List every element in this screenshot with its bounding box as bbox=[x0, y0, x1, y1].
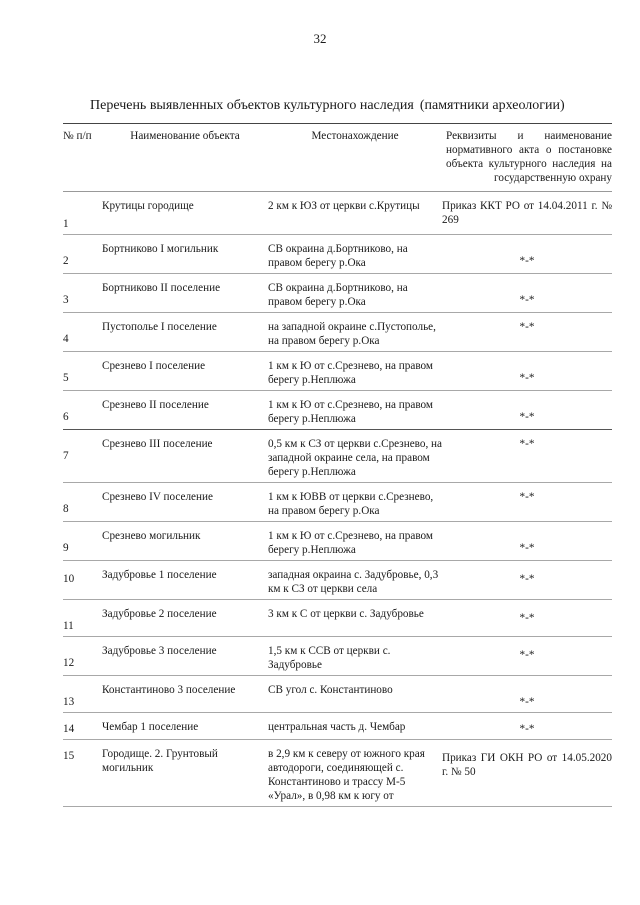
row-number bbox=[63, 235, 102, 274]
row-number-value: 6 bbox=[63, 411, 69, 423]
table-row bbox=[63, 274, 612, 313]
row-number-value: 1 bbox=[63, 218, 69, 230]
title-main: Перечень выявленных объектов культурного наследия bbox=[90, 98, 414, 113]
requisites-ditto: *-* bbox=[519, 491, 535, 503]
row-number bbox=[63, 676, 102, 713]
row-name: Срезнево могильник bbox=[102, 530, 201, 542]
row-requisites bbox=[442, 352, 612, 391]
row-name: Пустополье I поселение bbox=[102, 321, 217, 333]
row-name: Бортниково I могильник bbox=[102, 243, 219, 255]
requisites-ditto: *-* bbox=[519, 321, 535, 333]
row-number bbox=[63, 637, 102, 676]
row-name: Константиново 3 поселение bbox=[102, 684, 236, 696]
table-row bbox=[63, 676, 612, 713]
row-location: западная окраина с. Задубровье, 0,3 км к СЗ от церкви села bbox=[268, 569, 439, 595]
row-name: Городище. 2. Грунтовый могильник bbox=[102, 748, 218, 774]
requisites-ditto: *-* bbox=[519, 542, 535, 554]
requisites-ditto: *-* bbox=[519, 612, 535, 624]
row-number-value: 2 bbox=[63, 255, 69, 267]
row-location: 2 км к ЮЗ от церкви с.Крутицы bbox=[268, 200, 420, 212]
row-location: 0,5 км к СЗ от церкви с.Срезнево, на западной окраине села, на правом берегу р.Неплюжа bbox=[268, 438, 443, 478]
row-name: Чембар 1 поселение bbox=[102, 721, 199, 733]
table-row bbox=[63, 522, 612, 561]
row-number-value: 3 bbox=[63, 294, 69, 306]
requisites-ditto: *-* bbox=[519, 372, 535, 384]
header-number: № п/п bbox=[63, 124, 102, 192]
row-requisites bbox=[442, 740, 612, 807]
row-name: Срезнево I поселение bbox=[102, 360, 206, 372]
row-number-value: 8 bbox=[63, 503, 69, 515]
row-number-value: 15 bbox=[63, 750, 75, 762]
row-requisites bbox=[442, 391, 612, 430]
row-location: 1 км к Ю от с.Срезнево, на правом берегу р.Неплюжа bbox=[268, 399, 434, 425]
requisites-ditto: *-* bbox=[519, 696, 535, 708]
row-number bbox=[63, 192, 102, 235]
row-number bbox=[63, 522, 102, 561]
row-requisites bbox=[442, 637, 612, 676]
requisites-ditto: *-* bbox=[519, 438, 535, 450]
requisites-ditto: *-* bbox=[519, 294, 535, 306]
row-number-value: 4 bbox=[63, 333, 69, 345]
row-number bbox=[63, 430, 102, 483]
row-requisites bbox=[442, 561, 612, 600]
table-row bbox=[63, 561, 612, 600]
row-location: СВ окраина д.Бортниково, на правом берегу р.Ока bbox=[268, 282, 408, 308]
row-name: Срезнево III поселение bbox=[102, 438, 213, 450]
row-number-value: 9 bbox=[63, 542, 69, 554]
row-number-value: 12 bbox=[63, 657, 75, 669]
requisites-ditto: *-* bbox=[519, 573, 535, 585]
row-name: Срезнево IV поселение bbox=[102, 491, 213, 503]
row-number bbox=[63, 561, 102, 600]
row-location: на западной окраине с.Пустополье, на правом берегу р.Ока bbox=[268, 321, 436, 347]
row-location: 1 км к Ю от с.Срезнево, на правом берегу р.Неплюжа bbox=[268, 360, 434, 386]
row-location: СВ угол с. Константиново bbox=[268, 684, 393, 696]
row-requisites bbox=[442, 235, 612, 274]
row-location: СВ окраина д.Бортниково, на правом берегу р.Ока bbox=[268, 243, 408, 269]
row-number-value: 14 bbox=[63, 723, 75, 735]
requisites-ditto: *-* bbox=[519, 649, 535, 661]
row-requisites bbox=[442, 600, 612, 637]
row-number bbox=[63, 740, 102, 807]
row-number bbox=[63, 274, 102, 313]
title-subtitle: (памятники археологии) bbox=[419, 98, 565, 113]
row-number bbox=[63, 352, 102, 391]
table-row bbox=[63, 637, 612, 676]
row-requisites bbox=[442, 274, 612, 313]
requisites-order: Приказ ГИ ОКН РО от 14.05.2020 г. № 50 bbox=[442, 752, 612, 778]
row-name: Срезнево II поселение bbox=[102, 399, 209, 411]
row-name: Крутицы городище bbox=[102, 200, 194, 212]
row-number bbox=[63, 483, 102, 522]
requisites-ditto: *-* bbox=[519, 411, 535, 423]
row-requisites bbox=[442, 483, 612, 522]
row-number-value: 5 bbox=[63, 372, 69, 384]
table-row bbox=[63, 483, 612, 522]
row-requisites bbox=[442, 713, 612, 740]
table-row bbox=[63, 391, 612, 430]
row-number bbox=[63, 391, 102, 430]
document-title bbox=[90, 98, 620, 114]
table-row bbox=[63, 313, 612, 352]
table-row bbox=[63, 713, 612, 740]
row-requisites bbox=[442, 522, 612, 561]
row-name: Бортниково II поселение bbox=[102, 282, 221, 294]
header-location: Местонахождение bbox=[268, 124, 442, 192]
row-requisites: Приказ ККТ РО от 14.04.2011 г. № 269 bbox=[442, 200, 612, 226]
table-row bbox=[63, 600, 612, 637]
row-number-value: 11 bbox=[63, 620, 74, 632]
row-requisites bbox=[442, 676, 612, 713]
table-row bbox=[63, 740, 612, 807]
row-name: Задубровье 3 поселение bbox=[102, 645, 217, 657]
row-location: 1,5 км к ССВ от церкви с. Задубровье bbox=[268, 645, 391, 671]
row-location: центральная часть д. Чембар bbox=[268, 721, 406, 733]
heritage-objects-table bbox=[63, 123, 612, 807]
row-number bbox=[63, 713, 102, 740]
row-requisites bbox=[442, 430, 612, 483]
row-number bbox=[63, 313, 102, 352]
row-number-value: 13 bbox=[63, 696, 75, 708]
row-location: 1 км к ЮВВ от церкви с.Срезнево, на правом берегу р.Ока bbox=[268, 491, 434, 517]
table-row bbox=[63, 235, 612, 274]
table-header-row bbox=[63, 124, 612, 192]
row-requisites bbox=[442, 313, 612, 352]
row-number bbox=[63, 600, 102, 637]
row-name: Задубровье 2 поселение bbox=[102, 608, 217, 620]
header-name: Наименование объекта bbox=[102, 124, 268, 192]
page-number: 32 bbox=[313, 31, 327, 46]
row-number-value: 7 bbox=[63, 450, 69, 462]
row-name: Задубровье 1 поселение bbox=[102, 569, 217, 581]
requisites-ditto: *-* bbox=[519, 723, 535, 735]
row-number-value: 10 bbox=[63, 573, 75, 585]
table-row bbox=[63, 430, 612, 483]
requisites-ditto: *-* bbox=[519, 255, 535, 267]
row-location: 3 км к С от церкви с. Задубровье bbox=[268, 608, 424, 620]
header-requisites: Реквизиты и наименование нормативного акта о постановке объекта культурного наследия на государственную охрану bbox=[442, 124, 612, 192]
table-row bbox=[63, 352, 612, 391]
row-location: в 2,9 км к северу от южного края автодороги, соединяющей с. Константиново и трассу М-5 «Урал», в 0,98 км к югу от bbox=[268, 748, 425, 802]
table-row bbox=[63, 192, 612, 235]
row-location: 1 км к Ю от с.Срезнево, на правом берегу р.Неплюжа bbox=[268, 530, 434, 556]
